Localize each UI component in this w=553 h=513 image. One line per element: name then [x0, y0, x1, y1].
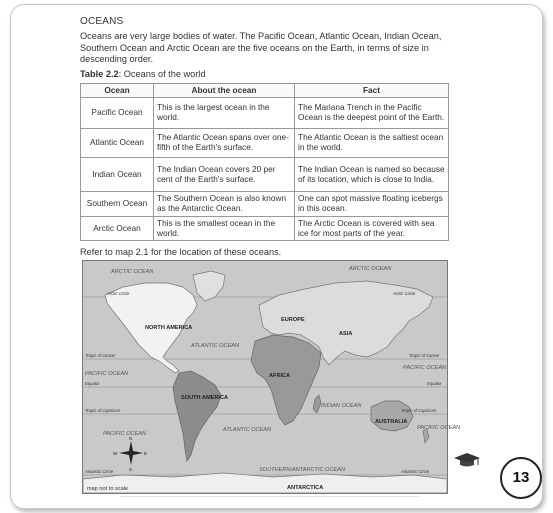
- antarctic-circle-label-right: Antarctic Circle: [401, 469, 430, 474]
- table-cell-ocean: Pacific Ocean: [81, 98, 154, 129]
- oceans-table: [80, 83, 449, 241]
- bottom-divider: [120, 496, 420, 497]
- pacific-ocean-label-right: PACIFIC OCEAN: [403, 365, 447, 371]
- table-cell-fact: The Atlantic Ocean is the saltiest ocean in the world.: [295, 129, 449, 158]
- world-map: [82, 260, 461, 494]
- table-cell-about: The Atlantic Ocean spans over one-fifth of the Earth's surface.: [154, 129, 295, 158]
- asia-label: ASIA: [339, 331, 353, 337]
- table-row: [81, 158, 449, 192]
- atlantic-ocean-label-south: ATLANTIC OCEAN: [223, 427, 272, 433]
- pacific-ocean-label-se: PACIFIC OCEAN: [417, 425, 461, 431]
- table-row: [81, 192, 449, 217]
- table-cell-ocean: Arctic Ocean: [81, 217, 154, 241]
- indian-ocean-label: INDIAN OCEAN: [321, 403, 362, 409]
- arctic-circle-label-right: Arctic Circle: [393, 291, 416, 296]
- equator-label-left: Equator: [85, 381, 100, 386]
- map-reference-text: Refer to map 2.1 for the location of these oceans.: [80, 247, 282, 257]
- table-caption-label: Table 2.2: [80, 69, 119, 79]
- europe-label: EUROPE: [281, 317, 305, 323]
- tropic-of-cancer-label-right: Tropic of Cancer: [409, 353, 440, 358]
- south-america-label: SOUTH AMERICA: [181, 395, 229, 401]
- table-cell-ocean: Atlantic Ocean: [81, 129, 154, 158]
- north-america-label: NORTH AMERICA: [145, 325, 193, 331]
- table-cell-ocean: Indian Ocean: [81, 158, 154, 192]
- pacific-ocean-label-sw: PACIFIC OCEAN: [103, 431, 147, 437]
- column-header: Ocean: [81, 84, 154, 98]
- compass-east-label: E: [144, 451, 148, 456]
- antarctica-label: ANTARCTICA: [287, 485, 324, 491]
- africa-label: AFRICA: [269, 373, 291, 379]
- column-header: About the ocean: [154, 84, 295, 98]
- table-row: [81, 129, 449, 158]
- table-cell-about: This is the smallest ocean in the world.: [154, 217, 295, 241]
- table-row: [81, 217, 449, 241]
- antarctic-circle-label-left: Antarctic Circle: [85, 469, 114, 474]
- arctic-circle-label-left: Arctic Circle: [107, 291, 130, 296]
- column-header: Fact: [295, 84, 449, 98]
- southern-ocean-label: SOUTHERN/ANTARCTIC OCEAN: [259, 467, 345, 473]
- table-cell-fact: The Mariana Trench in the Pacific Ocean is the deepest point of the Earth.: [295, 98, 449, 129]
- section-heading: OCEANS: [80, 16, 124, 27]
- table-cell-fact: One can spot massive floating icebergs in this ocean.: [295, 192, 449, 217]
- table-cell-fact: The Indian Ocean is named so because of its location, which is close to India.: [295, 158, 449, 192]
- table-cell-about: The Southern Ocean is also known as the Antarctic Ocean.: [154, 192, 295, 217]
- table-cell-fact: The Arctic Ocean is covered with sea ice for most parts of the year.: [295, 217, 449, 241]
- table-caption-text: : Oceans of the world: [118, 69, 206, 79]
- pacific-ocean-label-left: PACIFIC OCEAN: [85, 371, 129, 377]
- graduation-cap-icon: [452, 450, 482, 470]
- compass-west-label: W: [113, 451, 118, 456]
- table-cell-ocean: Southern Ocean: [81, 192, 154, 217]
- tropic-of-cancer-label-left: Tropic of Cancer: [85, 353, 116, 358]
- page-number: 13: [500, 457, 542, 499]
- tropic-of-capricorn-label-right: Tropic of Capricorn: [401, 408, 437, 413]
- tropic-of-capricorn-label-left: Tropic of Capricorn: [85, 408, 121, 413]
- arctic-ocean-label-left: ARCTIC OCEAN: [111, 269, 154, 275]
- compass-north-label: N: [129, 436, 133, 441]
- table-header-row: [81, 84, 449, 98]
- intro-paragraph: Oceans are very large bodies of water. The Pacific Ocean, Atlantic Ocean, Indian Ocean, Southern Ocean and Arctic Ocean are the five oceans on the Earth, in terms of size in descending order.: [80, 31, 442, 65]
- equator-label-right: Equator: [427, 381, 442, 386]
- atlantic-ocean-label-north: ATLANTIC OCEAN: [191, 343, 240, 349]
- table-row: [81, 98, 449, 129]
- scale-note: map not to scale: [87, 486, 129, 492]
- compass-south-label: S: [129, 467, 133, 472]
- table-cell-about: The Indian Ocean covers 20 per cent of the Earth's surface.: [154, 158, 295, 192]
- table-caption: [80, 69, 205, 79]
- australia-label: AUSTRALIA: [375, 419, 408, 425]
- arctic-ocean-label-right: ARCTIC OCEAN: [349, 266, 392, 272]
- table-cell-about: This is the largest ocean in the world.: [154, 98, 295, 129]
